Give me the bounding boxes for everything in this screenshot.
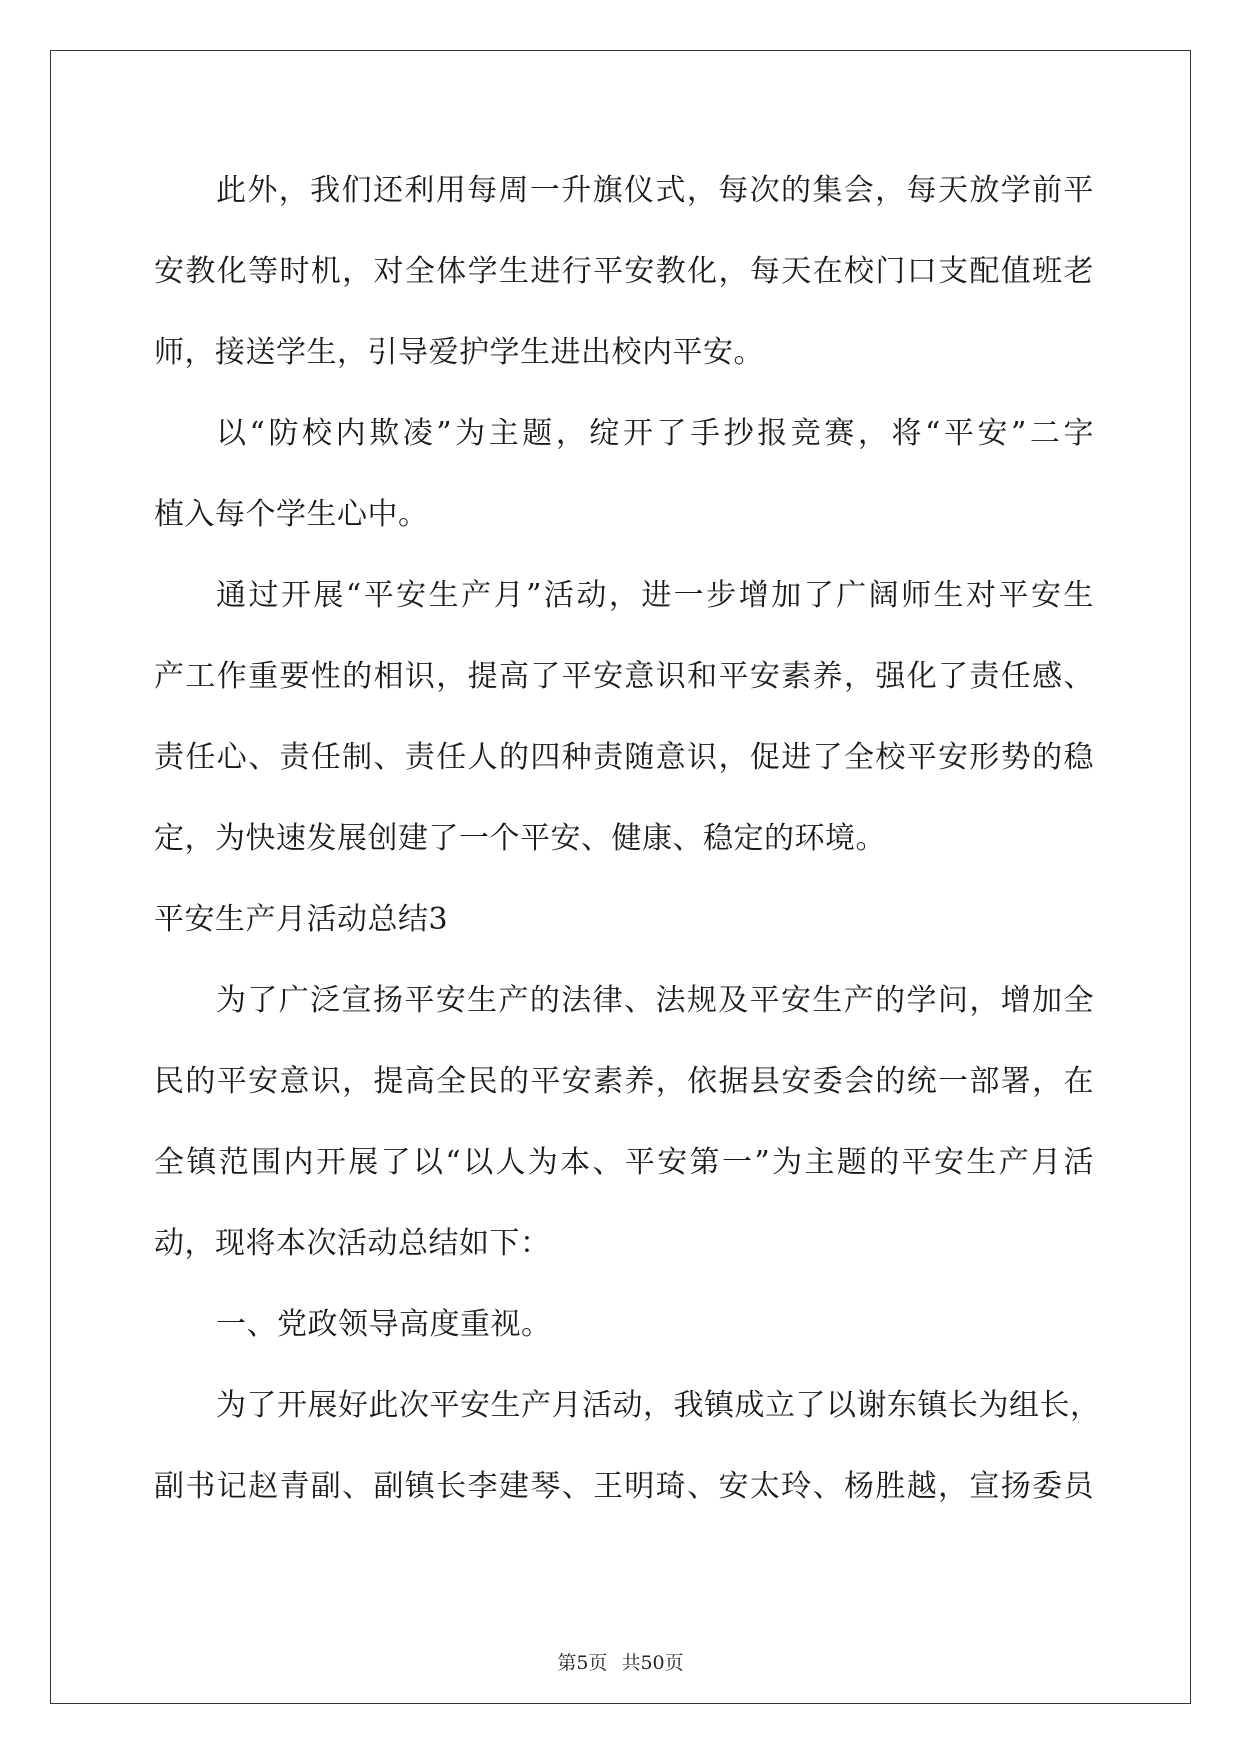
page-number: 第5页	[557, 1652, 608, 1674]
section-heading: 平安生产月活动总结3	[154, 902, 449, 937]
subsection-heading: 一、党政领导高度重视。	[216, 1307, 552, 1342]
paragraph-line: 产工作重要性的相识，提高了平安意识和平安素养，强化了责任感、	[154, 659, 1094, 694]
paragraph-line: 此外，我们还利用每周一升旗仪式，每次的集会，每天放学前平	[216, 173, 1094, 208]
paragraph-line: 责任心、责任制、责任人的四种责随意识，促进了全校平安形势的稳	[154, 740, 1094, 775]
paragraph-line: 动，现将本次活动总结如下：	[154, 1226, 551, 1261]
paragraph-line: 为了开展好此次平安生产月活动，我镇成立了以谢东镇长为组长，	[216, 1388, 1101, 1423]
paragraph-line: 副书记赵青副、副镇长李建琴、王明琦、安太玲、杨胜越，宣扬委员	[154, 1469, 1094, 1504]
paragraph-line: 安教化等时机，对全体学生进行平安教化，每天在校门口支配值班老	[154, 254, 1094, 289]
document-body	[154, 160, 1101, 1537]
page-footer	[0, 1648, 1241, 1675]
paragraph-line: 全镇范围内开展了以“以人为本、平安第一”为主题的平安生产月活	[154, 1145, 1094, 1180]
paragraph-line: 师，接送学生，引导爱护学生进出校内平安。	[154, 335, 764, 370]
page-total: 共50页	[621, 1652, 684, 1674]
paragraph-line: 定，为快速发展创建了一个平安、健康、稳定的环境。	[154, 821, 886, 856]
paragraph-line: 为了广泛宣扬平安生产的法律、法规及平安生产的学问，增加全	[216, 983, 1094, 1018]
paragraph-line: 植入每个学生心中。	[154, 497, 429, 532]
paragraph-line: 通过开展“平安生产月”活动，进一步增加了广阔师生对平安生	[216, 578, 1094, 613]
paragraph-line: 以“防校内欺凌”为主题，绽开了手抄报竞赛，将“平安”二字	[216, 416, 1094, 451]
paragraph-line: 民的平安意识，提高全民的平安素养，依据县安委会的统一部署，在	[154, 1064, 1094, 1099]
